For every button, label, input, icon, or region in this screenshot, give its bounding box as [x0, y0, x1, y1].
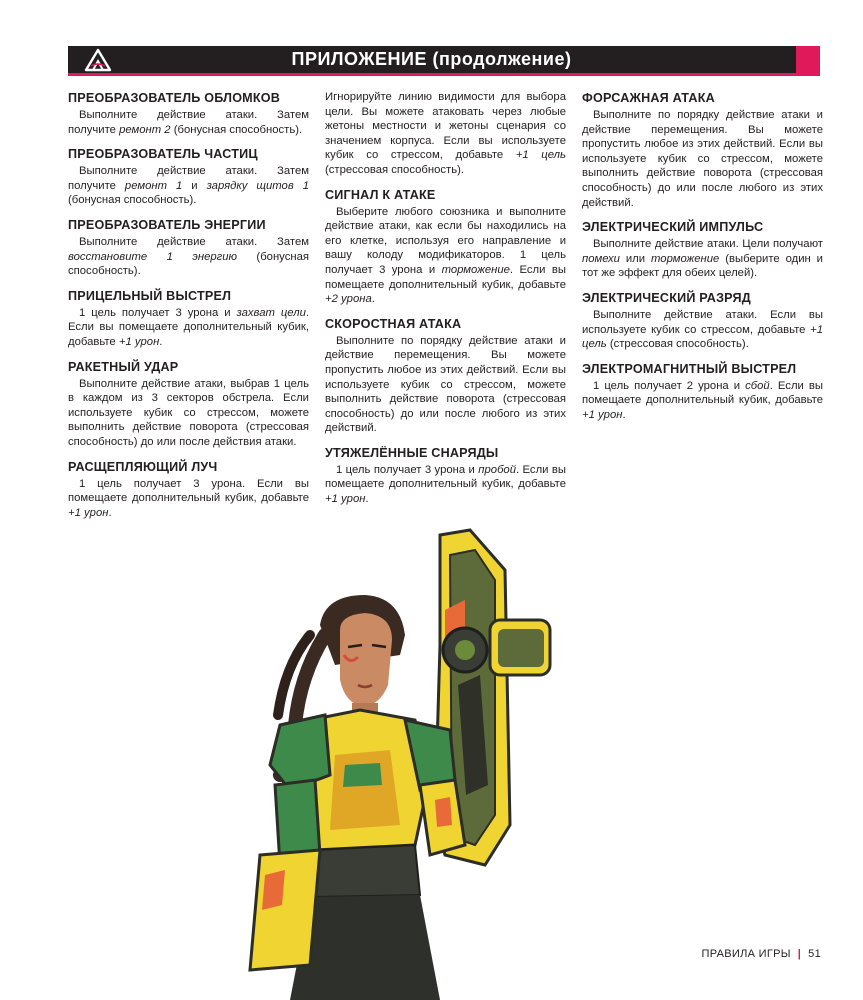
keyword-term: восстановите 1 энергию — [68, 250, 237, 263]
description-text: . — [159, 335, 163, 348]
ability-description — [325, 334, 566, 436]
ability-description — [68, 235, 309, 279]
description-text: и — [182, 179, 207, 192]
description-text: Выполните действие атаки. Затем получите — [68, 109, 309, 136]
description-text: Выполните действие атаки. Затем — [79, 235, 309, 248]
description-text: (стрессовая способность). — [606, 338, 749, 351]
page-title: ПРИЛОЖЕНИЕ (продолжение) — [291, 49, 572, 69]
description-text: Выполните по порядку действие атаки и действие перемещения. Вы можете пропустить любое из этих действий. Если вы используете кубик со стрессом, можете выполнить действие поворота (стрессовая способность) до или после любого из этих действий. — [582, 109, 823, 209]
description-text: 1 цель получает 3 урона и — [336, 463, 479, 476]
description-text: . — [108, 506, 112, 519]
description-text: (бонусная способность). — [68, 250, 309, 278]
keyword-term: +2 урона — [325, 293, 372, 306]
column-1 — [68, 90, 309, 529]
page-number: 51 — [808, 948, 821, 960]
keyword-term: помехи — [582, 252, 620, 265]
description-text: . Если вы помещаете дополнительный кубик, добавьте — [325, 463, 567, 491]
ability-entry — [582, 361, 823, 423]
description-text: (стрессовая способность). — [325, 163, 464, 176]
ability-description — [582, 237, 823, 281]
ability-title: ПРЕОБРАЗОВАТЕЛЬ ЧАСТИЦ — [68, 147, 258, 162]
keyword-term: захват цели — [236, 306, 306, 319]
description-text: . Если вы помещаете дополнительный кубик, добавьте — [68, 306, 309, 348]
column-3 — [582, 90, 823, 432]
ability-title: ПРЕОБРАЗОВАТЕЛЬ ЭНЕРГИИ — [68, 217, 266, 232]
description-text: Выберите любого союзника и выполните действие атаки, как если бы находились на его клетке, используя его направление и вашу колоду модификаторов. 1 цель получает 3 урона и — [325, 205, 566, 276]
ability-description — [68, 477, 309, 521]
keyword-term: зарядку щитов 1 — [206, 179, 309, 192]
page-footer — [702, 948, 821, 960]
ability-entry — [325, 445, 566, 507]
ability-entry — [582, 90, 823, 210]
description-text: . — [365, 493, 369, 506]
description-text: 1 цель получает 2 урона и — [593, 379, 746, 392]
ability-description — [68, 108, 309, 137]
description-text: Выполните по порядку действие атаки и действие перемещения. Вы можете пропустить любое из этих действий. Если вы используете кубик со стрессом, можете выполнить действие поворота (стрессовая способность) до или после любого из этих действий. — [325, 334, 566, 435]
ability-title: УТЯЖЕЛЁННЫЕ СНАРЯДЫ — [325, 445, 499, 460]
ability-entry — [325, 316, 566, 436]
description-text: . Если вы помещаете дополнительный кубик, добавьте — [582, 379, 824, 407]
description-text: Выполните действие атаки. Затем получите — [68, 165, 309, 192]
ability-description — [325, 90, 566, 178]
keyword-term: +1 урон — [118, 335, 160, 348]
ability-description — [325, 463, 566, 507]
ability-entry — [68, 90, 309, 137]
description-text: Игнорируйте линию видимости для выбора цели. Вы можете атаковать через любые жетоны местности и жетоны сценария со значением корпуса. Если вы используете кубик со стрессом, добавьте — [325, 91, 566, 162]
description-text: (выберите один и тот же эффект для обеих целей). — [582, 252, 823, 280]
ability-title: ПРЕОБРАЗОВАТЕЛЬ ОБЛОМКОВ — [68, 91, 281, 105]
keyword-term: ремонт 2 — [119, 123, 171, 136]
ability-title: ЭЛЕКТРОМАГНИТНЫЙ ВЫСТРЕЛ — [582, 361, 797, 376]
keyword-term: +1 цель — [515, 149, 566, 162]
description-text: (бонусная способность). — [170, 123, 303, 136]
description-text: . — [622, 408, 626, 421]
ability-entry — [68, 217, 309, 279]
ability-entry — [325, 187, 566, 307]
ability-entry — [68, 359, 309, 450]
ability-entry — [582, 219, 823, 281]
ability-title: ЭЛЕКТРИЧЕСКИЙ ИМПУЛЬС — [582, 220, 764, 235]
keyword-term: +1 урон — [68, 506, 109, 519]
ability-description — [68, 164, 309, 208]
ability-entry — [68, 146, 309, 208]
keyword-term: сбой — [745, 379, 770, 392]
footer-label: ПРАВИЛА ИГРЫ — [701, 948, 791, 960]
face — [340, 613, 392, 707]
column-2 — [325, 90, 566, 516]
ability-title: РАКЕТНЫЙ УДАР — [68, 359, 179, 374]
ability-entry — [582, 290, 823, 352]
keyword-term: +1 урон — [325, 493, 366, 506]
ability-title: СИГНАЛ К АТАКЕ — [325, 187, 436, 202]
ability-title: ФОРСАЖНАЯ АТАКА — [582, 91, 715, 105]
keyword-term: торможение — [441, 263, 510, 276]
ability-description — [325, 205, 566, 307]
description-text: . — [371, 293, 375, 306]
character-illustration — [240, 525, 570, 1000]
keyword-term: ремонт 1 — [124, 179, 183, 192]
ability-entry — [68, 288, 309, 350]
keyword-term: +1 урон — [582, 408, 623, 421]
description-text: Выполните действие атаки. Если вы используете кубик со стрессом, добавьте — [582, 308, 823, 336]
description-text: 1 цель получает 3 урона и — [79, 306, 237, 319]
ability-description — [582, 108, 823, 210]
description-text: или — [619, 252, 651, 265]
ability-description — [68, 377, 309, 450]
description-text: (бонусная способность). — [68, 194, 197, 207]
ability-title: ЭЛЕКТРИЧЕСКИЙ РАЗРЯД — [582, 290, 751, 305]
description-text: Выполните действие атаки, выбрав 1 цель в каждом из 3 секторов обстрела. Если используете кубик со стрессом, можете выполнить действие поворота (стрессовая способность) до или после действия атаки. — [68, 377, 309, 448]
header-underline — [68, 73, 820, 76]
ability-entry — [68, 459, 309, 521]
ability-entry — [325, 90, 566, 178]
ability-description — [582, 308, 823, 352]
description-text: . Если вы помещаете дополнительный кубик, добавьте — [325, 263, 567, 291]
keyword-term: торможение — [651, 252, 720, 265]
description-text: 1 цель получает 3 урона. Если вы помещаете дополнительный кубик, добавьте — [68, 477, 309, 505]
keyword-term: пробой — [478, 463, 516, 476]
ability-description — [68, 306, 309, 350]
keyword-term: +1 цель — [582, 323, 823, 351]
footer-separator: | — [797, 948, 802, 960]
ability-description — [582, 379, 823, 423]
description-text: Выполните действие атаки. Цели получают — [593, 238, 823, 251]
ability-title: РАСЩЕПЛЯЮЩИЙ ЛУЧ — [68, 459, 218, 474]
ability-title: ПРИЦЕЛЬНЫЙ ВЫСТРЕЛ — [68, 288, 232, 303]
ability-title: СКОРОСТНАЯ АТАКА — [325, 316, 462, 331]
